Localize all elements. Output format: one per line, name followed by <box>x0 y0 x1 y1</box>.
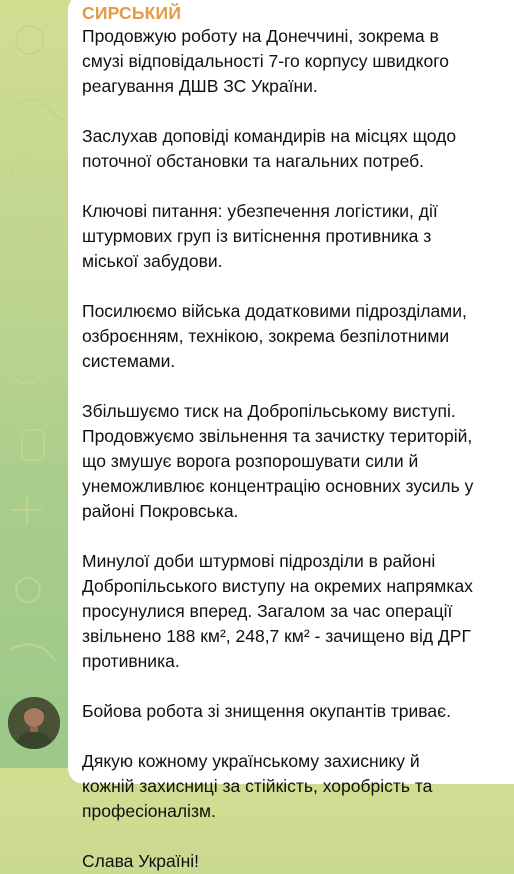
message-paragraph-8: Дякую кожному українському захиснику й кожній захисниці за стійкість, хоробрість та професіоналізм. <box>82 751 433 821</box>
message-paragraph-7: Бойова робота зі знищення окупантів триває. <box>82 701 451 721</box>
sender-avatar[interactable] <box>8 697 60 749</box>
message-paragraph-6: Минулої доби штурмові підрозділи в районі Добропільського виступу на окремих напрямках просунулися вперед. Загалом за час операції звільнено 188 км², 248,7 км² - зачищено від ДРГ противника. <box>82 551 473 671</box>
message-paragraph-4: Посилюємо війська додатковими підрозділами, озброєнням, технікою, зокрема безпілотними системами. <box>82 301 467 371</box>
message-paragraph-1: Продовжую роботу на Донеччині, зокрема в смузі відповідальності 7-го корпусу швидкого реагування ДШВ ЗС України. <box>82 26 449 96</box>
sender-name[interactable]: СИРСЬКИЙ <box>82 3 182 23</box>
avatar-photo-icon <box>8 697 60 749</box>
wallpaper-doodles <box>0 0 70 768</box>
message-paragraph-2: Заслухав доповіді командирів на місцях щодо поточної обстановки та нагальних потреб. <box>82 126 457 171</box>
message-paragraph-5: Збільшуємо тиск на Добропільському виступі. Продовжуємо звільнення та зачистку територій, що змушує ворога розпорошувати сили й унеможливлює концентрацію основних зусиль у районі Покровська. <box>82 401 474 521</box>
message-paragraph-3: Ключові питання: убезпечення логістики, дії штурмових груп із витіснення противника з міської забудови. <box>82 201 438 271</box>
message-paragraph-9: Слава Україні! <box>82 851 200 871</box>
message-bubble <box>68 0 514 871</box>
